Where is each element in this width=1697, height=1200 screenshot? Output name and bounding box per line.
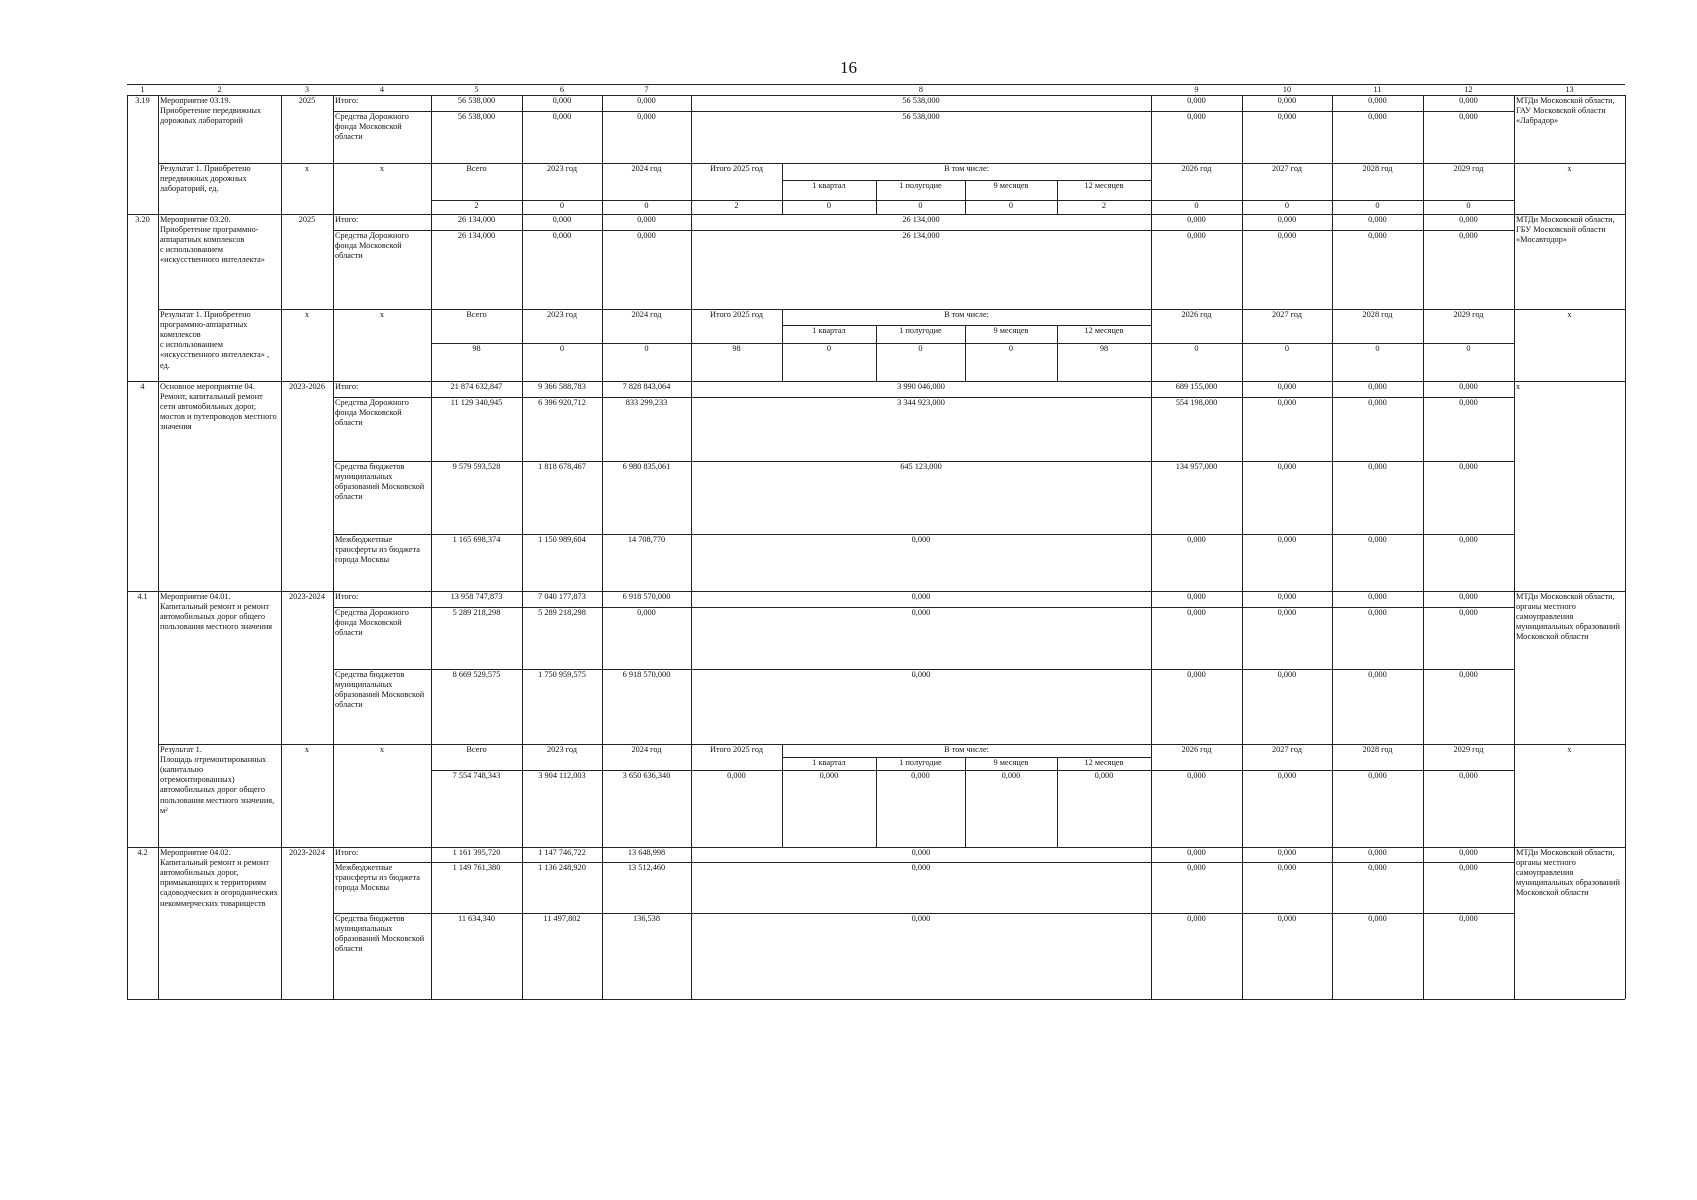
amount-cell: 0,000 (1459, 535, 1478, 544)
amount-cell: 0,000 (911, 670, 931, 679)
amount-cell: 0,000 (1459, 398, 1478, 407)
amount-cell: 0,000 (1187, 914, 1206, 923)
activity-name: Мероприятие 04.02. Капитальный ремонт и ремонт автомобильных дорог, примыкающих к территориям садоводческих и огороднических некоммерческих товариществ (160, 848, 278, 908)
amount-cell: 1 161 395,720 (452, 848, 501, 857)
result-value: 0,000 (1459, 771, 1478, 780)
funding-source: Итого: (335, 96, 359, 105)
result-value: 0 (559, 344, 565, 353)
result-value: 0,000 (1368, 771, 1387, 780)
amount-cell: 9 366 588,783 (538, 382, 586, 391)
quarter-header: 12 месяцев (1084, 181, 1124, 190)
column-header: 9 (1194, 85, 1199, 94)
result-value: 0,000 (727, 771, 746, 780)
row-number: 4 (140, 382, 145, 391)
amount-cell: 554 198,000 (1175, 398, 1218, 407)
result-value: 2 (1101, 201, 1107, 210)
funding-source: Итого: (335, 848, 359, 857)
executor: МТДи Московской области, ГБУ Московской области «Мосавтодор» (1516, 215, 1615, 245)
column-header: 2 (217, 85, 222, 94)
amount-cell: 0,000 (1459, 848, 1478, 857)
amount-cell: 1 750 959,575 (538, 670, 586, 679)
result-name: Результат 1. Приобретено передвижных дорожных лабораторий, ед. (160, 164, 251, 194)
amount-cell: 0,000 (1187, 608, 1206, 617)
amount-cell: 1 818 678,467 (538, 462, 586, 471)
result-header: 2029 год (1453, 164, 1484, 173)
amount-cell: 0,000 (1277, 96, 1297, 105)
quarter-header: 1 квартал (812, 326, 846, 335)
amount-cell: 0,000 (1277, 112, 1297, 121)
result-value: 3 904 112,003 (538, 771, 586, 780)
amount-cell: 3 990 046,000 (897, 382, 945, 391)
amount-cell: 0,000 (1187, 112, 1206, 121)
amount-cell: 7 040 177,873 (538, 592, 586, 601)
executor: МТДи Московской области, органы местного самоуправления муниципальных образований Московской области (1516, 848, 1620, 898)
amount-cell: 13 512,460 (627, 863, 666, 872)
amount-cell: 0,000 (1277, 592, 1297, 601)
program-table (127, 84, 1625, 999)
result-header: 2024 год (631, 164, 662, 173)
amount-cell: 0,000 (1459, 215, 1478, 224)
amount-cell: 0,000 (1459, 670, 1478, 679)
amount-cell: 26 134,000 (902, 215, 940, 224)
amount-cell: 0,000 (1277, 848, 1297, 857)
executor: х (1516, 382, 1521, 391)
funding-source: Средства бюджетов муниципальных образований Московской области (335, 914, 425, 954)
quarter-header: 1 полугодие (899, 758, 942, 767)
result-value: 0 (1466, 344, 1471, 353)
funding-source: Межбюджетные трансферты из бюджета города Москвы (335, 863, 420, 893)
row-number: 3.20 (135, 215, 150, 224)
result-value: 2 (474, 201, 479, 210)
amount-cell: 0,000 (1459, 863, 1478, 872)
cross-mark: х (1567, 310, 1572, 319)
amount-cell: 11 634,340 (457, 914, 496, 923)
amount-cell: 0,000 (1368, 863, 1387, 872)
amount-cell: 0,000 (1187, 231, 1206, 240)
quarter-header: 12 месяцев (1084, 758, 1124, 767)
amount-cell: 6 918 570,000 (622, 670, 671, 679)
result-header: Всего (466, 164, 487, 173)
result-header: 2026 год (1181, 164, 1212, 173)
amount-cell: 56 538,000 (902, 96, 940, 105)
result-value: 0,000 (911, 771, 930, 780)
amount-cell: 645 123,000 (900, 462, 942, 471)
result-value: 0,000 (1187, 771, 1206, 780)
funding-source: Итого: (335, 215, 359, 224)
amount-cell: 3 344 923,000 (897, 398, 945, 407)
quarter-header: 9 месяцев (993, 758, 1029, 767)
period: 2023-2024 (289, 592, 325, 601)
result-value: 0 (1008, 201, 1014, 210)
amount-cell: 0,000 (1277, 863, 1297, 872)
result-value: 3 650 636,340 (622, 771, 671, 780)
amount-cell: 0,000 (1277, 215, 1297, 224)
amount-cell: 6 980 835,061 (622, 462, 671, 471)
amount-cell: 26 134,000 (457, 231, 496, 240)
amount-cell: 136,538 (633, 914, 660, 923)
amount-cell: 14 708,770 (627, 535, 666, 544)
amount-cell: 1 147 746,722 (538, 848, 586, 857)
cross-mark: х (379, 745, 385, 754)
result-header: 2027 год (1272, 745, 1302, 754)
result-header: 2029 год (1453, 745, 1484, 754)
amount-cell: 0,000 (552, 215, 572, 224)
amount-cell: 0,000 (1187, 848, 1206, 857)
result-header: В том числе: (944, 745, 989, 754)
amount-cell: 5 289 218,298 (538, 608, 586, 617)
result-header: Итого 2025 год (709, 310, 764, 319)
amount-cell: 0,000 (911, 535, 931, 544)
executor: МТДи Московской области, ГАУ Московской области «Лабрадор» (1516, 96, 1615, 126)
amount-cell: 0,000 (911, 592, 931, 601)
cross-mark: х (1567, 745, 1572, 754)
amount-cell: 0,000 (1187, 96, 1206, 105)
amount-cell: 0,000 (552, 231, 572, 240)
amount-cell: 0,000 (911, 608, 931, 617)
result-header: 2023 год (547, 745, 577, 754)
quarter-header: 1 квартал (812, 181, 846, 190)
funding-source: Средства Дорожного фонда Московской области (335, 112, 409, 142)
amount-cell: 0,000 (1459, 96, 1478, 105)
amount-cell: 1 165 698,374 (452, 535, 501, 544)
amount-cell: 0,000 (1459, 592, 1478, 601)
amount-cell: 0,000 (1368, 112, 1387, 121)
result-value: 0 (644, 344, 649, 353)
column-header: 5 (474, 85, 479, 94)
result-value: 0 (1008, 344, 1014, 353)
result-header: 2028 год (1362, 164, 1393, 173)
amount-cell: 0,000 (1368, 231, 1387, 240)
result-header: 2028 год (1362, 310, 1393, 319)
amount-cell: 9 579 593,528 (452, 462, 501, 471)
funding-source: Средства Дорожного фонда Московской области (335, 231, 409, 261)
amount-cell: 21 874 632,847 (450, 382, 503, 391)
result-value: 0 (1466, 201, 1471, 210)
result-value: 0 (918, 344, 923, 353)
period: 2025 (298, 215, 316, 224)
result-value: 0 (826, 201, 832, 210)
row-number: 4.1 (137, 592, 148, 601)
cross-mark: х (304, 745, 310, 754)
funding-source: Средства Дорожного фонда Московской области (335, 608, 409, 638)
column-header: 13 (1565, 85, 1574, 94)
result-header: В том числе: (944, 164, 989, 173)
quarter-header: 1 полугодие (899, 326, 942, 335)
amount-cell: 0,000 (1187, 535, 1206, 544)
amount-cell: 0,000 (637, 608, 656, 617)
amount-cell: 1 149 761,380 (452, 863, 501, 872)
result-header: Итого 2025 год (709, 164, 764, 173)
activity-name: Основное мероприятие 04. Ремонт, капитальный ремонт сети автомобильных дорог, мостов и путепроводов местного значения (160, 382, 277, 432)
result-value: 0 (1375, 344, 1380, 353)
amount-cell: 833 299,233 (625, 398, 668, 407)
amount-cell: 0,000 (1368, 382, 1387, 391)
result-header: 2023 год (547, 164, 577, 173)
amount-cell: 1 150 989,604 (538, 535, 586, 544)
result-value: 98 (1099, 344, 1109, 353)
result-value: 0 (1284, 344, 1290, 353)
amount-cell: 0,000 (1459, 914, 1478, 923)
amount-cell: 0,000 (637, 112, 656, 121)
amount-cell: 0,000 (1459, 382, 1478, 391)
amount-cell: 0,000 (1368, 914, 1387, 923)
page-number: 16 (840, 58, 857, 77)
funding-source: Средства Дорожного фонда Московской области (335, 398, 409, 428)
result-value: 0,000 (819, 771, 839, 780)
result-name: Результат 1. Приобретено программно-аппаратных комплексов с использованием «искусственного интеллекта» , ед. (160, 310, 270, 370)
result-value: 0 (1284, 201, 1290, 210)
amount-cell: 0,000 (1277, 398, 1297, 407)
result-header: 2023 год (547, 310, 577, 319)
quarter-header: 1 квартал (812, 758, 846, 767)
amount-cell: 0,000 (1277, 382, 1297, 391)
period: 2023-2024 (289, 848, 325, 857)
amount-cell: 0,000 (1277, 462, 1297, 471)
amount-cell: 0,000 (1187, 592, 1206, 601)
amount-cell: 56 538,000 (457, 96, 496, 105)
cross-mark: х (379, 164, 385, 173)
cross-mark: х (304, 164, 310, 173)
column-header: 8 (918, 85, 924, 94)
amount-cell: 0,000 (1459, 462, 1478, 471)
amount-cell: 5 289 218,298 (452, 608, 501, 617)
amount-cell: 0,000 (911, 848, 931, 857)
amount-cell: 7 828 843,064 (622, 382, 671, 391)
amount-cell: 0,000 (1368, 848, 1387, 857)
quarter-header: 12 месяцев (1084, 326, 1124, 335)
result-header: 2029 год (1453, 310, 1484, 319)
result-value: 0 (644, 201, 649, 210)
column-header: 4 (379, 85, 385, 94)
amount-cell: 0,000 (911, 914, 931, 923)
amount-cell: 0,000 (1277, 670, 1297, 679)
amount-cell: 0,000 (1459, 608, 1478, 617)
cross-mark: х (304, 310, 310, 319)
column-header: 1 (140, 85, 145, 94)
activity-name: Мероприятие 04.01. Капитальный ремонт и ремонт автомобильных дорог общего пользования местного значения (160, 592, 273, 632)
period: 2025 (298, 96, 316, 105)
amount-cell: 0,000 (1277, 231, 1297, 240)
quarter-header: 9 месяцев (993, 181, 1029, 190)
amount-cell: 0,000 (552, 96, 572, 105)
amount-cell: 13 648,998 (627, 848, 666, 857)
period: 2023-2026 (289, 382, 325, 391)
amount-cell: 8 669 529,575 (452, 670, 501, 679)
amount-cell: 0,000 (1368, 608, 1387, 617)
amount-cell: 0,000 (1187, 670, 1206, 679)
result-header: 2026 год (1181, 310, 1212, 319)
amount-cell: 0,000 (637, 215, 656, 224)
amount-cell: 26 134,000 (457, 215, 496, 224)
cross-mark: х (1567, 164, 1572, 173)
result-header: 2027 год (1272, 310, 1302, 319)
result-value: 0,000 (1001, 771, 1021, 780)
amount-cell: 0,000 (1368, 462, 1387, 471)
amount-cell: 134 957,000 (1175, 462, 1218, 471)
result-value: 0,000 (1094, 771, 1114, 780)
result-value: 2 (734, 201, 739, 210)
amount-cell: 56 538,000 (457, 112, 496, 121)
column-header: 11 (1373, 85, 1382, 94)
amount-cell: 0,000 (1459, 231, 1478, 240)
funding-source: Средства бюджетов муниципальных образований Московской области (335, 462, 425, 502)
result-value: 0,000 (1277, 771, 1297, 780)
cross-mark: х (379, 310, 385, 319)
amount-cell: 0,000 (1368, 592, 1387, 601)
result-value: 0 (918, 201, 923, 210)
amount-cell: 0,000 (1368, 670, 1387, 679)
result-header: Итого 2025 год (709, 745, 764, 754)
amount-cell: 0,000 (1368, 96, 1387, 105)
executor: МТДи Московской области, органы местного самоуправления муниципальных образований Московской области (1516, 592, 1620, 642)
amount-cell: 13 958 747,873 (450, 592, 503, 601)
result-header: 2027 год (1272, 164, 1302, 173)
column-header: 6 (559, 85, 565, 94)
amount-cell: 6 396 920,712 (538, 398, 586, 407)
amount-cell: 0,000 (1368, 215, 1387, 224)
activity-name: Мероприятие 03.19. Приобретение передвижных дорожных лабораторий (160, 96, 262, 126)
result-header: 2024 год (631, 745, 662, 754)
result-value: 0 (1194, 344, 1199, 353)
result-header: 2026 год (1181, 745, 1212, 754)
amount-cell: 11 497,802 (543, 914, 581, 923)
column-header: 10 (1282, 85, 1292, 94)
amount-cell: 0,000 (637, 231, 656, 240)
activity-name: Мероприятие 03.20. Приобретение программно-аппаратных комплексов с использованием «искусственного интеллекта» (160, 215, 265, 265)
funding-source: Межбюджетные трансферты из бюджета города Москвы (335, 535, 420, 565)
result-value: 0 (1194, 201, 1199, 210)
result-header: Всего (466, 745, 487, 754)
amount-cell: 0,000 (1368, 535, 1387, 544)
amount-cell: 0,000 (1368, 398, 1387, 407)
result-value: 98 (472, 344, 481, 353)
amount-cell: 0,000 (1459, 112, 1478, 121)
result-value: 7 554 748,343 (452, 771, 501, 780)
result-header: 2024 год (631, 310, 662, 319)
amount-cell: 689 155,000 (1175, 382, 1218, 391)
quarter-header: 9 месяцев (993, 326, 1029, 335)
row-number: 3.19 (135, 96, 150, 105)
amount-cell: 0,000 (637, 96, 656, 105)
amount-cell: 6 918 570,000 (622, 592, 671, 601)
column-header: 12 (1464, 85, 1473, 94)
amount-cell: 0,000 (1277, 535, 1297, 544)
amount-cell: 56 538,000 (902, 112, 940, 121)
funding-source: Средства бюджетов муниципальных образований Московской области (335, 670, 425, 710)
funding-source: Итого: (335, 592, 359, 601)
result-header: 2028 год (1362, 745, 1393, 754)
amount-cell: 26 134,000 (902, 231, 940, 240)
result-header: В том числе: (944, 310, 989, 319)
column-header: 7 (644, 85, 649, 94)
quarter-header: 1 полугодие (899, 181, 942, 190)
amount-cell: 0,000 (1187, 863, 1206, 872)
row-number: 4.2 (137, 848, 148, 857)
result-value: 0 (559, 201, 565, 210)
amount-cell: 1 136 248,920 (538, 863, 586, 872)
result-name: Результат 1. Площадь отремонтированных (капитально отремонтированных) автомобильных дорог общего пользования местного значения, м² (160, 745, 275, 815)
column-header: 3 (304, 85, 310, 94)
result-header: Всего (466, 310, 487, 319)
amount-cell: 0,000 (1277, 608, 1297, 617)
amount-cell: 11 129 340,945 (450, 398, 503, 407)
amount-cell: 0,000 (552, 112, 572, 121)
result-value: 0 (1375, 201, 1380, 210)
amount-cell: 0,000 (1277, 914, 1297, 923)
result-value: 0 (826, 344, 832, 353)
amount-cell: 0,000 (1187, 215, 1206, 224)
result-value: 98 (732, 344, 741, 353)
funding-source: Итого: (335, 382, 359, 391)
amount-cell: 0,000 (911, 863, 931, 872)
